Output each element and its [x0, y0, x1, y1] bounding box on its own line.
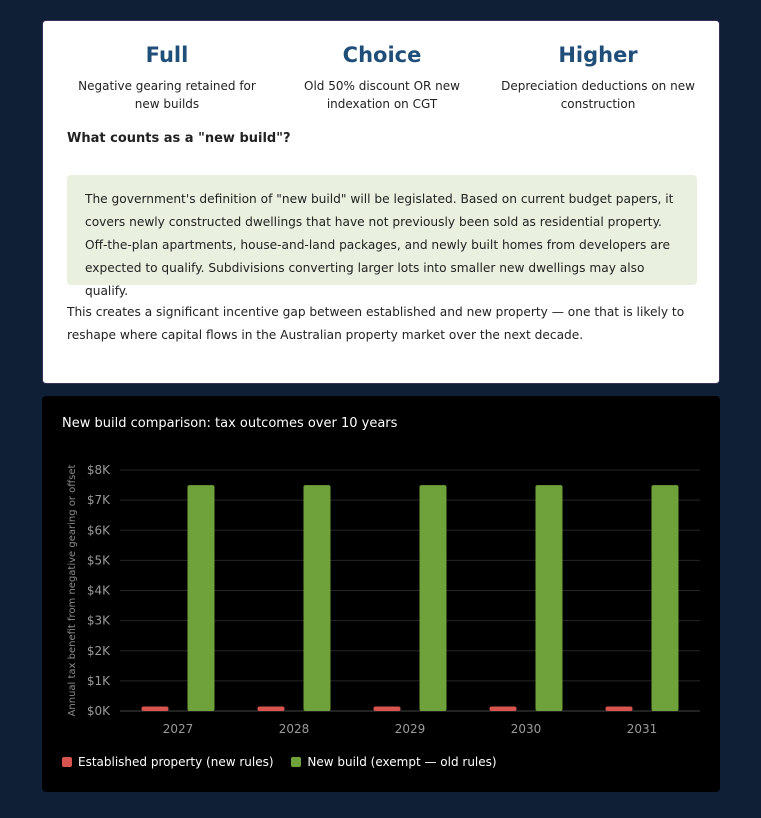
- legend-item-new-build[interactable]: [291, 754, 496, 770]
- x-tick-label: 2028: [278, 722, 310, 736]
- stat-value: Higher: [558, 43, 638, 67]
- stat-cgt: [272, 41, 492, 113]
- bar-new-build: [536, 485, 563, 711]
- chart-title: New build comparison: tax outcomes over 10 years: [62, 416, 398, 431]
- y-axis-label: Annual tax benefit from negative gearing or offset: [67, 464, 78, 717]
- legend-swatch-established: [62, 757, 72, 767]
- legend-item-established[interactable]: [62, 754, 274, 770]
- bar-new-build: [188, 485, 215, 711]
- bar-established: [490, 706, 517, 711]
- stat-label: Depreciation deductions on new construction: [501, 79, 695, 111]
- x-tick-label: 2031: [626, 722, 658, 736]
- y-tick-label: $2K: [86, 643, 110, 658]
- bar-new-build: [304, 485, 331, 711]
- section-heading: What counts as a "new build"?: [67, 131, 291, 146]
- y-tick-label: $4K: [86, 583, 110, 598]
- stat-value: Full: [145, 43, 189, 67]
- stat-negative-gearing: [57, 41, 277, 113]
- bar-established: [606, 706, 633, 711]
- x-tick-label: 2027: [162, 722, 194, 736]
- legend-swatch-new-build: [291, 757, 301, 767]
- chart-panel: [42, 396, 720, 792]
- bar-new-build: [652, 485, 679, 711]
- stat-label: Old 50% discount OR new indexation on CGT: [304, 79, 460, 111]
- y-tick-label: $7K: [86, 493, 110, 508]
- stat-label: Negative gearing retained for new builds: [78, 79, 256, 111]
- y-tick-label: $5K: [86, 553, 110, 568]
- stat-value: Choice: [342, 43, 422, 67]
- stats-row: [43, 41, 721, 136]
- chart-legend: [62, 754, 511, 772]
- y-tick-label: $0K: [86, 704, 110, 718]
- legend-label: Established property (new rules): [78, 755, 274, 769]
- y-tick-label: $6K: [86, 523, 110, 538]
- y-tick-label: $3K: [86, 613, 110, 628]
- summary-text: This creates a significant incentive gap between established and new property — one that is likely to reshape where capital flows in the Australian property market over the next decade.: [67, 305, 685, 342]
- x-tick-label: 2029: [394, 722, 426, 736]
- stat-depreciation: [488, 41, 708, 113]
- bar-new-build: [420, 485, 447, 711]
- definition-box: The government's definition of "new build" will be legislated. Based on current budget papers, it covers newly constructed dwellings that have not previously been sold as residential property. Off-the-plan apartments, house-and-land packages, and newly built homes from developers are expected to qualify. Subdivisions converting larger lots into smaller new dwellings may also qualify.: [67, 175, 697, 285]
- bar-established: [374, 706, 401, 711]
- x-tick-label: 2030: [510, 722, 542, 736]
- y-tick-label: $8K: [86, 463, 110, 477]
- bar-chart: [42, 396, 720, 746]
- info-card: [42, 20, 720, 384]
- bar-established: [258, 706, 285, 711]
- legend-label: New build (exempt — old rules): [307, 755, 497, 769]
- y-tick-label: $1K: [86, 673, 110, 688]
- bar-established: [142, 706, 169, 711]
